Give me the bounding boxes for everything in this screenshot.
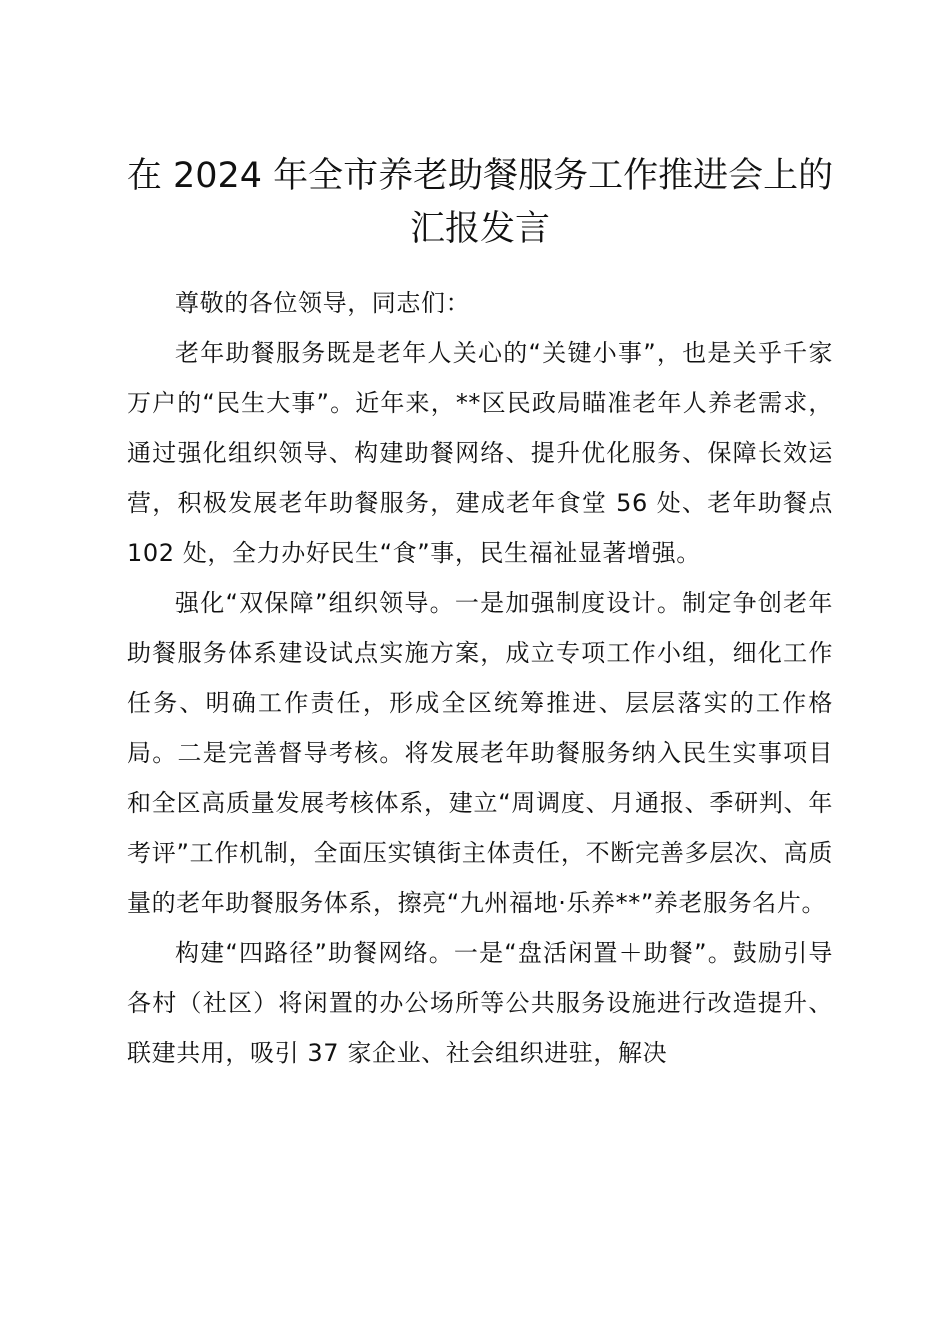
paragraph-organization-leadership: 强化“双保障”组织领导。一是加强制度设计。制定争创老年助餐服务体系建设试点实施方案，成立专项工作小组，细化工作任务、明确工作责任，形成全区统筹推进、层层落实的工作格局。二是完善督导考核。将发展老年助餐服务纳入民生实事项目和全区高质量发展考核体系，建立“周调度、月通报、季研判、年考评”工作机制，全面压实镇街主体责任，不断完善多层次、高质量的老年助餐服务体系，擦亮“九州福地·乐养**”养老服务名片。 [127, 589, 833, 917]
salutation: 尊敬的各位领导，同志们： [175, 289, 471, 317]
document-body [127, 278, 833, 1078]
paragraph-intro: 老年助餐服务既是老年人关心的“关键小事”，也是关乎千家万户的“民生大事”。近年来，**区民政局瞄准老年人养老需求，通过强化组织领导、构建助餐网络、提升优化服务、保障长效运营，积极发展老年助餐服务，建成老年食堂 56 处、老年助餐点 102 处，全力办好民生“食”事，民生福祉显著增强。 [127, 339, 833, 567]
paragraph-meal-network: 构建“四路径”助餐网络。一是“盘活闲置＋助餐”。鼓励引导各村（社区）将闲置的办公场所等公共服务设施进行改造提升、联建共用，吸引 37 家企业、社会组织进驻，解决 [127, 939, 833, 1067]
document-title: 在 2024 年全市养老助餐服务工作推进会上的汇报发言 [126, 156, 834, 249]
